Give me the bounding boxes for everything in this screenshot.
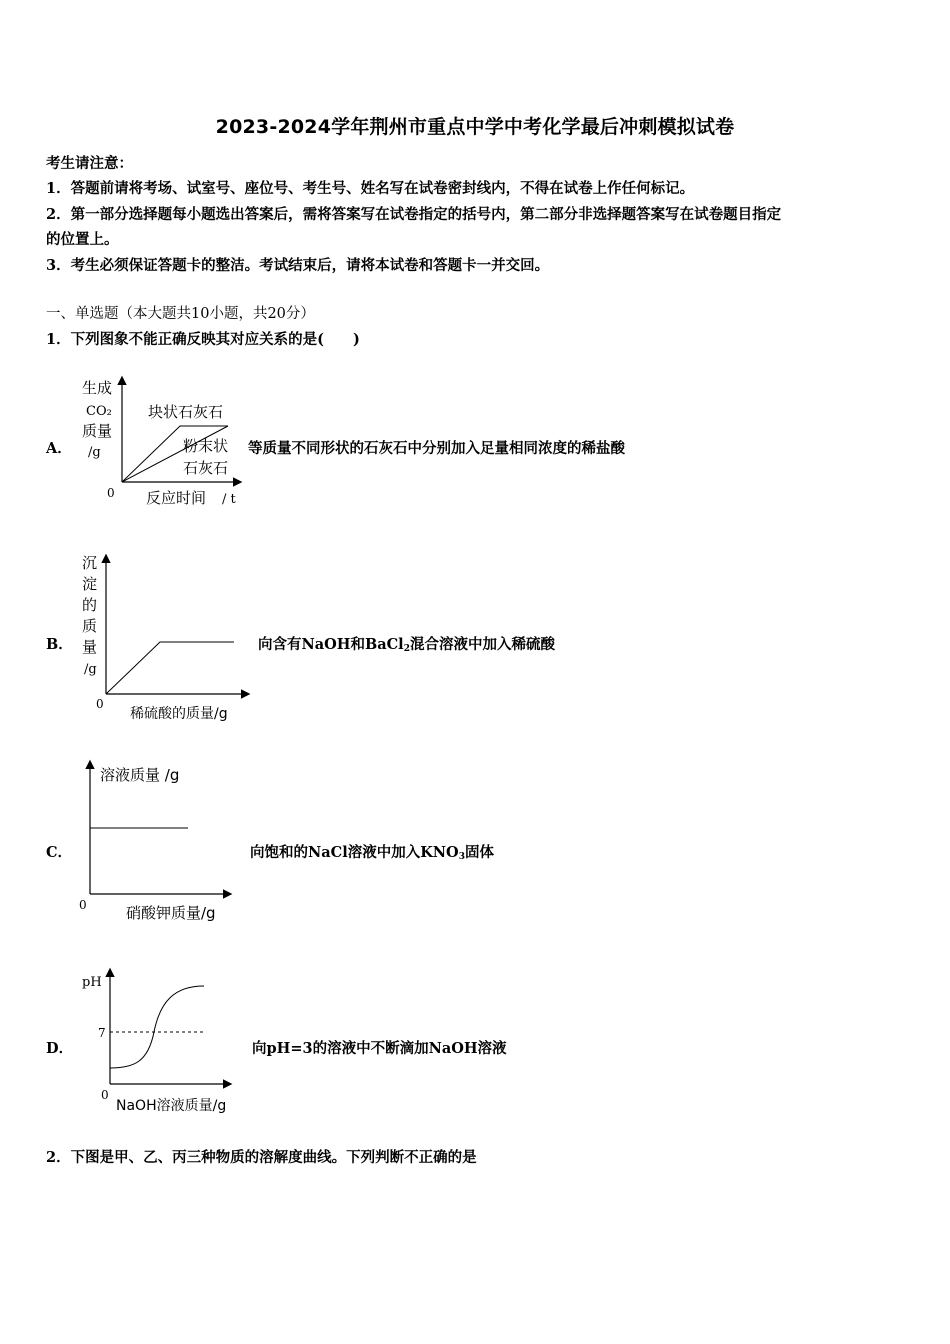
x-label: 稀硫酸的质量/g	[130, 706, 228, 722]
notice-item-3: 3．考生必须保证答题卡的整洁。考试结束后，请将本试卷和答题卡一并交回。	[46, 257, 550, 274]
option-a-description: 等质量不同形状的石灰石中分别加入足量相同浓度的稀盐酸	[248, 440, 625, 457]
x-label: 反应时间	[146, 489, 207, 507]
y-label-char-4: 质	[82, 617, 98, 635]
y-label-char-3: 的	[82, 596, 98, 614]
option-c-description	[250, 841, 494, 862]
page-title: 2023-2024学年荆州市重点中学中考化学最后冲刺模拟试卷	[215, 116, 735, 138]
notice-heading: 考生请注意：	[46, 155, 133, 172]
curve-precipitate	[106, 642, 234, 694]
option-b-letter: B．	[46, 636, 73, 653]
notice-item-2-line-1: 2．第一部分选择题每小题选出答案后，需将答案写在试卷指定的括号内，第二部分非选择题答案写在试卷题目指定	[46, 206, 782, 223]
y-label-char-1: 沉	[82, 554, 98, 572]
y-mark-7: 7	[98, 1026, 106, 1040]
y-label-char-5: 量	[82, 638, 98, 656]
option-c-letter: C．	[46, 844, 73, 861]
option-b-graph	[76, 548, 256, 728]
question-1-stem: 1．下列图象不能正确反映其对应关系的是( )	[46, 331, 360, 348]
y-label: pH	[82, 975, 102, 990]
x-label: 硝酸钾质量/g	[126, 904, 216, 922]
y-label-unit: /g	[84, 662, 97, 677]
y-label: 溶液质量 /g	[100, 766, 180, 784]
option-c-desc-text-end: 固体	[464, 844, 494, 861]
y-label-line-2: CO₂	[86, 404, 112, 419]
origin-label: 0	[96, 697, 104, 711]
notice-item-2-line-2: 的位置上。	[46, 231, 119, 248]
x-unit: / t	[222, 492, 236, 507]
question-2-stem: 2．下图是甲、乙、丙三种物质的溶解度曲线。下列判断不正确的是	[46, 1149, 477, 1166]
option-a-letter: A．	[46, 440, 72, 457]
option-d-description: 向pH=3的溶液中不断滴加NaOH溶液	[252, 1040, 507, 1057]
origin-label: 0	[107, 486, 115, 500]
section-heading: 一、单选题（本大题共10小题，共20分）	[46, 306, 315, 322]
option-c-desc-subscript: 3	[458, 852, 465, 862]
y-label-char-2: 淀	[82, 575, 98, 593]
notice-item-1: 1．答题前请将考场、试室号、座位号、考生号、姓名写在试卷密封线内，不得在试卷上作任何标记。	[46, 180, 695, 197]
option-b-description	[258, 633, 555, 654]
curve-ph	[110, 986, 204, 1068]
option-b-desc-subscript: 2	[403, 644, 410, 654]
option-b-desc-text: 向含有NaOH和BaCl	[258, 636, 404, 653]
origin-label: 0	[79, 898, 87, 912]
option-b-desc-text-end: 混合溶液中加入稀硫酸	[409, 636, 555, 653]
y-label-line-4: /g	[88, 445, 101, 460]
y-label-line-1: 生成	[82, 379, 113, 397]
option-c-graph	[70, 756, 250, 931]
origin-label: 0	[101, 1088, 109, 1102]
x-label: NaOH溶液质量/g	[116, 1098, 227, 1114]
option-c-desc-text: 向饱和的NaCl溶液中加入KNO	[250, 844, 459, 861]
curve-lump-label: 块状石灰石	[148, 403, 224, 421]
curve-powder-label-1: 粉末状	[183, 437, 229, 455]
option-d-letter: D．	[46, 1040, 74, 1057]
option-a-graph	[70, 370, 250, 515]
curve-powder-label-2: 石灰石	[183, 459, 229, 477]
option-d-graph	[74, 962, 254, 1122]
y-label-line-3: 质量	[82, 422, 113, 440]
